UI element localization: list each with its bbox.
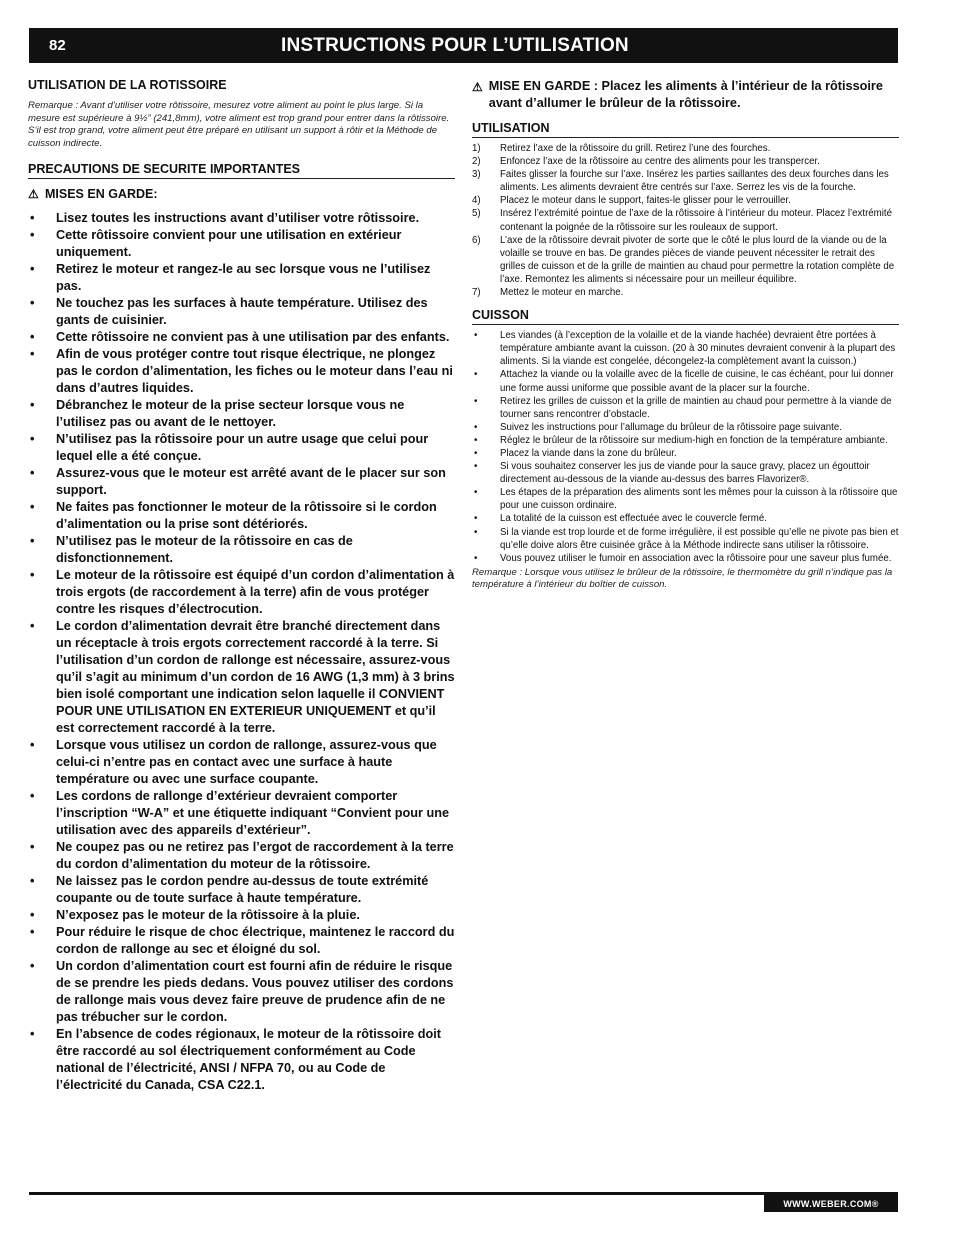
warning-item: • En l’absence de codes régionaux, le moteur de la rôtissoire doit être raccordé au sol électriquement conformément au Code national de l’électricité, ANSI / NFPA 70, ou au Code de l’électricité du Canada, CSA C22.1. (28, 1026, 455, 1094)
cuisson-item: • Les viandes (à l’exception de la volaille et de la viande hachée) devraient être portées à température ambiante avant la cuisson. (20 à 30 minutes devraient convenir à la plupart des aliments. Si la viande est congelée, décongelez-la complètement avant la cuisson.) (472, 329, 899, 368)
warning-item: • Ne laissez pas le cordon pendre au-dessus de toute extrémité coupante ou de toute surface à haute température. (28, 873, 455, 907)
steps-list (472, 142, 899, 299)
warnings-heading (28, 187, 455, 201)
warning-item: • Ne faites pas fonctionner le moteur de la rôtissoire si le cordon d’alimentation ou la prise sont détériorés. (28, 499, 455, 533)
warning-triangle-icon: ⚠ (472, 80, 483, 94)
section-title-cuisson: CUISSON (472, 308, 899, 325)
step-number: 4) (472, 195, 481, 207)
step-text: Enfoncez l’axe de la rôtissoire au centre des aliments pour les transpercer. (500, 156, 820, 168)
cuisson-list (472, 329, 899, 565)
warning-item: • Les cordons de rallonge d’extérieur devraient comporter l’inscription “W-A” et une étiquette indiquant “Convient pour une utilisation avec des appareils d’extérieur”. (28, 788, 455, 839)
thermometer-note: Remarque : Lorsque vous utilisez le brûleur de la rôtissoire, le thermomètre du grill n’indique pas la température à l’intérieur du boîtier de cuisson. (472, 566, 893, 591)
cuisson-item: • Placez la viande dans la zone du brûleur. (472, 447, 899, 460)
step-item (472, 155, 899, 168)
warning-item: • Cette rôtissoire ne convient pas à une utilisation par des enfants. (28, 329, 455, 346)
section-title-rotissoire: UTILISATION DE LA ROTISSOIRE (28, 78, 227, 92)
warning-item: • Afin de vous protéger contre tout risque électrique, ne plongez pas le cordon d’alimentation, les fiches ou le moteur dans l’eau ni dans d’autres liquides. (28, 346, 455, 397)
cuisson-item: • Si vous souhaitez conserver les jus de viande pour la sauce gravy, placez un égouttoir directement au-dessous de la viande au-dessus des barres Flavorizer®. (472, 460, 899, 486)
warning-item: • Débranchez le moteur de la prise secteur lorsque vous ne l’utilisez pas ou avant de le nettoyer. (28, 397, 455, 431)
right-column (472, 78, 899, 592)
step-item (472, 142, 899, 155)
step-item (472, 207, 899, 233)
warning-item: • Le cordon d’alimentation devrait être branché directement dans un réceptacle à trois ergots correctement raccordé à la terre. Si l’utilisation d’un cordon de rallonge est nécessaire, assurez-vous qu’il s’agit au minimum d’un cordon de 16 AWG (1,3 mm) à 3 brins bien isolé comportant une indication selon laquelle il CONVIENT POUR UNE UTILISATION EN EXTERIEUR UNIQUEMENT et qu’il est correctement raccordé à la terre. (28, 618, 455, 737)
warning-item: • Lisez toutes les instructions avant d’utiliser votre rôtissoire. (28, 210, 455, 227)
warning-triangle-icon: ⚠ (28, 187, 39, 202)
left-column (28, 78, 455, 1094)
step-number: 2) (472, 156, 481, 168)
rotissoire-warning-text: MISE EN GARDE : Placez les aliments à l’intérieur de la rôtissoire avant d’allumer le brûleur de la rôtissoire. (488, 79, 883, 110)
step-number: 6) (472, 234, 481, 246)
warning-item: • Pour réduire le risque de choc électrique, maintenez le raccord du cordon de rallonge au sec et éloigné du sol. (28, 924, 455, 958)
cuisson-item: • Réglez le brûleur de la rôtissoire sur medium-high en fonction de la température ambiante. (472, 434, 899, 447)
page-title: INSTRUCTIONS POUR L’UTILISATION (281, 34, 629, 56)
cuisson-item: • Si la viande est trop lourde et de forme irrégulière, il est possible qu’elle ne pivote pas bien et qu’elle doive alors être cuisinée grâce à la Méthode indirecte sans utiliser la rôtissoire. (472, 526, 899, 552)
step-item (472, 286, 899, 299)
section-title-utilisation: UTILISATION (472, 121, 899, 138)
page-header (29, 28, 898, 63)
warning-item: • Assurez-vous que le moteur est arrêté avant de le placer sur son support. (28, 465, 455, 499)
website-badge: WWW.WEBER.COM® (764, 1195, 898, 1212)
warning-item: • Un cordon d’alimentation court est fourni afin de réduire le risque de se prendre les pieds dedans. Vous pouvez utiliser des cordons de rallonge mais vous devez faire preuve de prudence afin de ne pas trébucher sur le cordon. (28, 958, 455, 1026)
warning-item: • N’utilisez pas le moteur de la rôtissoire en cas de disfonctionnement. (28, 533, 455, 567)
page-number: 82 (49, 37, 66, 54)
warnings-title: MISES EN GARDE: (45, 187, 158, 202)
warning-item: • Ne touchez pas les surfaces à haute température. Utilisez des gants de cuisinier. (28, 295, 455, 329)
warning-item: • Le moteur de la rôtissoire est équipé d’un cordon d’alimentation à trois ergots (de raccordement à la terre) afin de vous protéger contre les risques d’électrocution. (28, 567, 455, 618)
cuisson-item: • Les étapes de la préparation des aliments sont les mêmes pour la cuisson à la rôtissoire que pour une cuisson ordinaire. (472, 486, 899, 512)
cuisson-item: • Retirez les grilles de cuisson et la grille de maintien au chaud pour permettre à la viande de tourner sans rencontrer d’obstacle. (472, 395, 899, 421)
warnings-list (28, 210, 455, 1094)
step-item (472, 194, 899, 207)
warning-item: • Retirez le moteur et rangez-le au sec lorsque vous ne l’utilisez pas. (28, 261, 455, 295)
cuisson-item: • Vous pouvez utiliser le fumoir en association avec la rôtissoire pour une saveur plus fumée. (472, 552, 899, 565)
step-text: Retirez l’axe de la rôtissoire du grill. Retirez l’une des fourches. (500, 143, 771, 154)
section-title-precautions: PRECAUTIONS DE SECURITE IMPORTANTES (28, 162, 455, 179)
warning-item: • Ne coupez pas ou ne retirez pas l’ergot de raccordement à la terre du cordon d’alimentation du moteur de la rôtissoire. (28, 839, 455, 873)
step-number: 7) (472, 287, 481, 299)
step-number: 5) (472, 208, 481, 220)
rotissoire-warning (472, 78, 899, 112)
step-item (472, 234, 899, 286)
step-number: 1) (472, 143, 481, 154)
cuisson-item: • La totalité de la cuisson est effectuée avec le couvercle fermé. (472, 512, 899, 525)
warning-item: • Cette rôtissoire convient pour une utilisation en extérieur uniquement. (28, 227, 455, 261)
step-item (472, 168, 899, 194)
step-text: Faites glisser la fourche sur l’axe. Insérez les parties saillantes des deux fourches dans les aliments. Les aliments devraient être centrés sur l’axe. Serrez les vis de la fourche. (500, 169, 889, 194)
warning-item: • N’utilisez pas la rôtissoire pour un autre usage que celui pour lequel elle a été conçue. (28, 431, 455, 465)
warning-item: • Lorsque vous utilisez un cordon de rallonge, assurez-vous que celui-ci n’entre pas en contact avec une surface à haute température ou avec une surface coupante. (28, 737, 455, 788)
cuisson-item: • Suivez les instructions pour l’allumage du brûleur de la rôtissoire page suivante. (472, 421, 899, 434)
measurement-note: Remarque : Avant d’utiliser votre rôtissoire, mesurez votre aliment au point le plus large. Si la mesure est supérieure à 9½” (241,8mm), votre aliment est trop grand pour entrer dans la rôtissoire. S’il est trop grand, votre aliment peut être préparé en utilisant un support à rôtir et la Méthode de cuisson indirecte. (28, 100, 450, 149)
cuisson-item: • Attachez la viande ou la volaille avec de la ficelle de cuisine, le cas échéant, pour lui donner une forme aussi uniforme que possible avant de la placer sur la fourche. (472, 368, 899, 394)
step-text: Placez le moteur dans le support, faites-le glisser pour le verrouiller. (500, 195, 791, 207)
step-text: Mettez le moteur en marche. (500, 287, 624, 299)
step-number: 3) (472, 169, 481, 181)
step-text: L’axe de la rôtissoire devrait pivoter de sorte que le côté le plus lourd de la viande ou de la volaille se trouve en bas. De grandes pièces de viande peuvent nécessiter le retrait des grilles de cuisson et de la grille de maintien au chaud pour permettre la rotation complète de l’axe. Remontez les aliments si nécessaire pour un meilleur équilibre. (500, 234, 895, 285)
warning-item: • N’exposez pas le moteur de la rôtissoire à la pluie. (28, 907, 455, 924)
step-text: Insérez l’extrémité pointue de l’axe de la rôtissoire à l’intérieur du moteur. Placez l’extrémité contenant la poignée de la rôtissoire sur les rouleaux de support. (500, 208, 892, 233)
